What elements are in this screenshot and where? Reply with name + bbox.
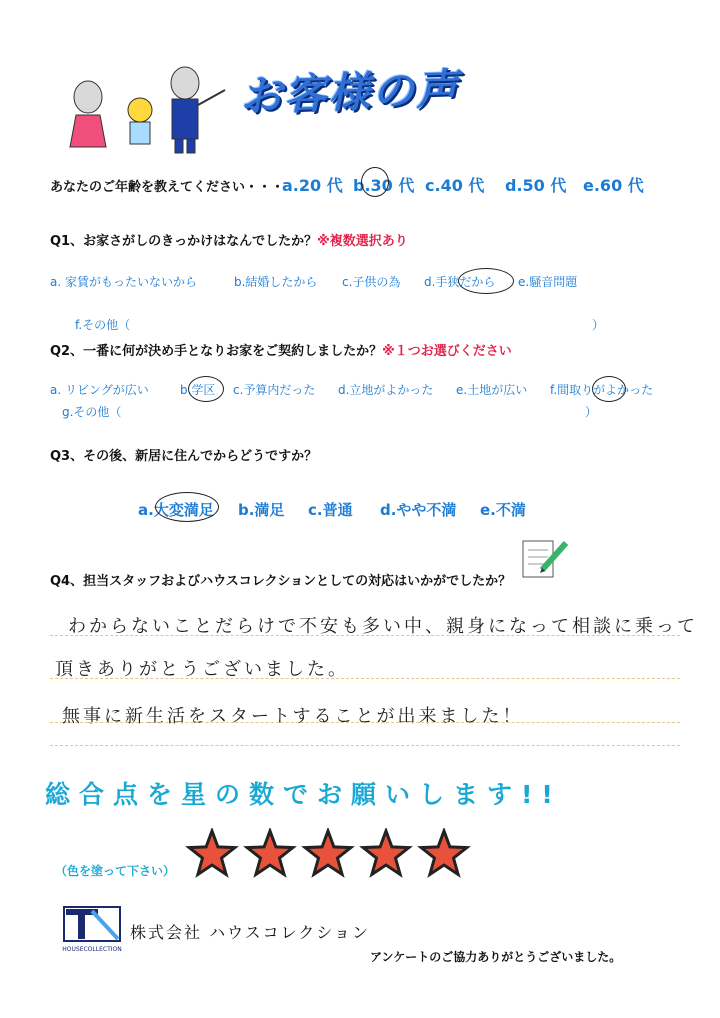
- selection-circle: [361, 167, 389, 197]
- q2-option-f: f.間取りがよかった: [550, 383, 654, 397]
- q2-question: Q2、一番に何が決め手となりお家をご契約しましたか？※１つお選びください: [50, 344, 512, 359]
- q1-option-e: e.騒音問題: [518, 275, 578, 289]
- selection-circle: [155, 492, 219, 522]
- age-question: あなたのご年齢を教えてください・・・: [50, 180, 285, 195]
- mascot-illustration: [60, 65, 230, 160]
- q2-note: ※１つお選びください: [382, 344, 512, 359]
- answer-rule: [50, 722, 680, 723]
- q2-other-close: ）: [585, 405, 598, 419]
- q4-question: Q4、担当スタッフおよびハウスコレクションとしての対応はいかがでしたか？: [50, 574, 512, 589]
- q1-other-close: ）: [592, 318, 605, 332]
- q3-option-a: a.大変満足: [138, 501, 214, 519]
- q1-question: Q1、お家さがしのきっかけはなんでしたか？※複数選択あり: [50, 234, 408, 249]
- star-icon: [363, 831, 409, 874]
- age-option-e: e.60 代: [583, 176, 644, 195]
- q3-question: Q3、その後、新居に住んでからどうですか？: [50, 449, 318, 464]
- star-icon: [189, 831, 235, 874]
- q4-answer-line: 無事に新生活をスタートすることが出来ました！: [62, 706, 524, 727]
- age-option-c: c.40 代: [425, 176, 485, 195]
- q4-answer-line: わからないことだらけで不安も多い中、親身になって相談に乗って: [68, 616, 698, 637]
- q3-option-b: b.満足: [238, 501, 285, 519]
- q1-other: f.その他（: [75, 318, 131, 332]
- age-option-a: a.20 代: [282, 176, 343, 195]
- rating-instruction: （色を塗って下さい）: [55, 864, 176, 878]
- age-option-d: d.50 代: [505, 176, 567, 195]
- memo-pencil-icon: [520, 535, 570, 580]
- answer-rule: [50, 678, 680, 679]
- q1-option-a: a. 家賃がもったいないから: [50, 275, 197, 289]
- selection-circle: [458, 268, 514, 294]
- q2-option-c: c.予算内だった: [233, 383, 316, 397]
- star-icon: [247, 831, 293, 874]
- q1-option-c: c.子供の為: [342, 275, 401, 289]
- q2-option-e: e.土地が広い: [456, 383, 528, 397]
- age-option-b: b.30 代: [353, 176, 415, 195]
- q2-option-d: d.立地がよかった: [338, 383, 434, 397]
- rating-heading: 総合点を星の数でお願いします!!: [45, 780, 562, 809]
- q1-option-d: d.手狭だから: [424, 275, 496, 289]
- star-icon: [305, 831, 351, 874]
- star-rating: [185, 828, 475, 882]
- q2-other: g.その他（: [62, 405, 122, 419]
- q4-answer-line: 頂きありがとうございました。: [55, 659, 349, 680]
- q3-option-c: c.普通: [308, 501, 353, 519]
- page-title: お客様の声: [239, 64, 461, 121]
- star-icon: [421, 831, 467, 874]
- selection-circle: [188, 376, 224, 402]
- answer-rule: [50, 635, 680, 636]
- q3-option-d: d.やや不満: [380, 501, 457, 519]
- company-logo: [60, 905, 124, 955]
- q1-option-b: b.結婚したから: [234, 275, 318, 289]
- logo-text: HOUSECOLLECTION: [62, 946, 122, 953]
- q2-option-a: a. リビングが広い: [50, 383, 149, 397]
- q1-note: ※複数選択あり: [317, 234, 408, 249]
- thanks-message: アンケートのご協力ありがとうございました。: [370, 950, 622, 964]
- company-name: 株式会社 ハウスコレクション: [130, 923, 370, 942]
- selection-circle: [592, 376, 626, 402]
- answer-rule: [50, 745, 680, 746]
- q2-option-b: b.学区: [180, 383, 216, 397]
- q3-option-e: e.不満: [480, 501, 526, 519]
